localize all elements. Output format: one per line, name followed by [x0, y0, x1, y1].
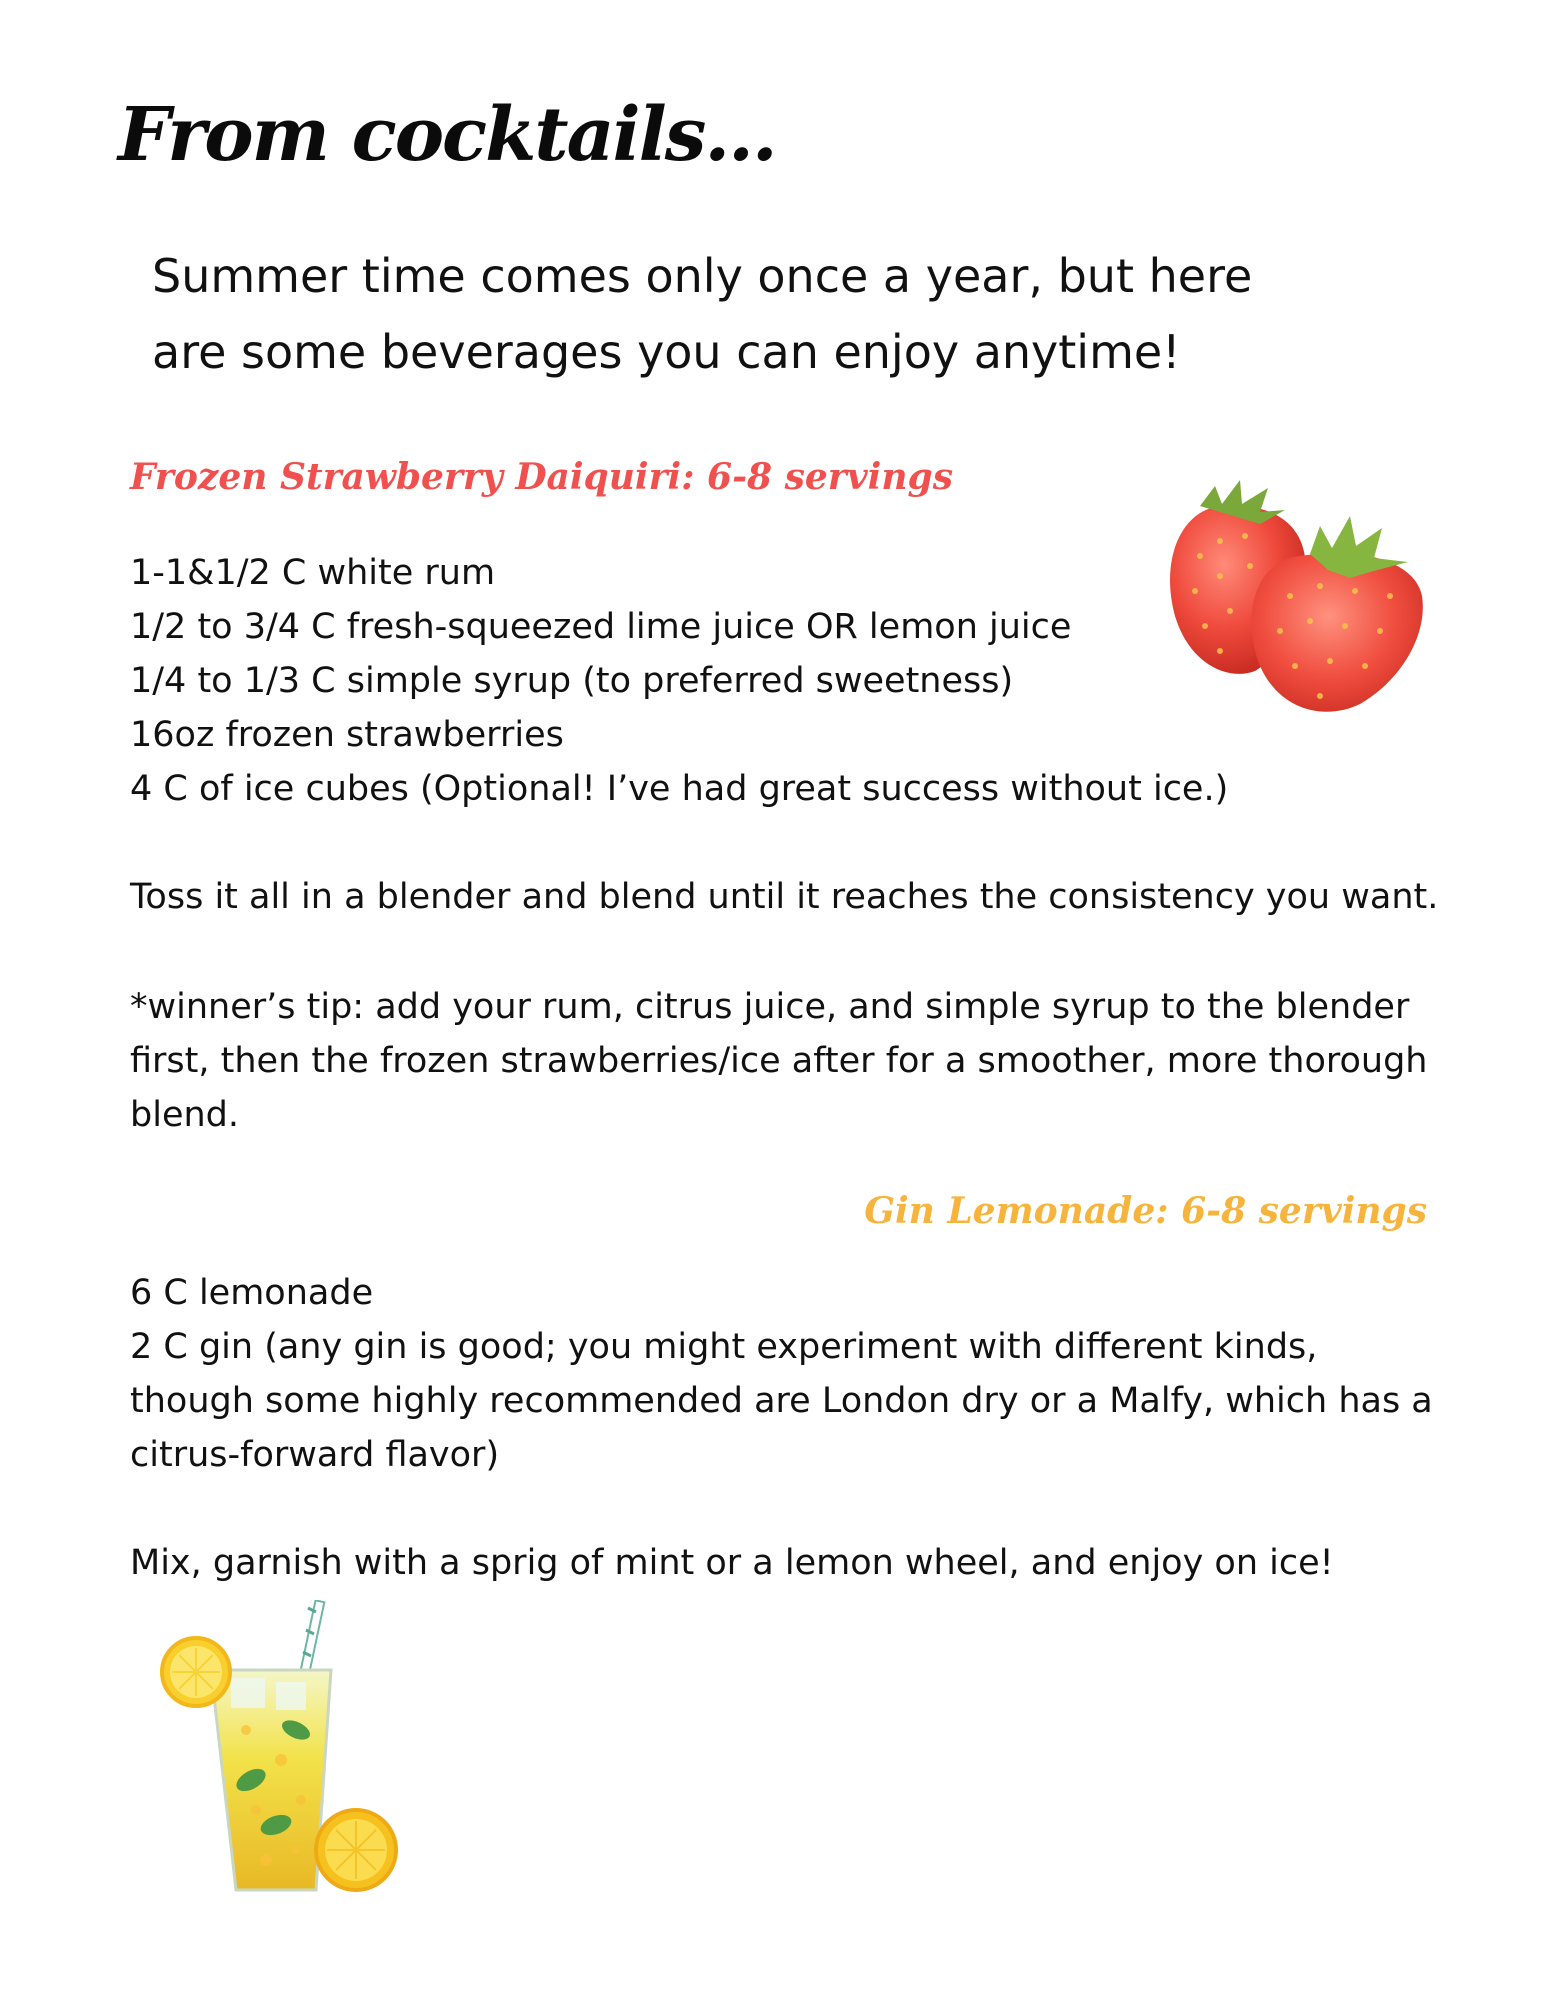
- lemonade-instructions-text: Mix, garnish with a sprig of mint or a lemon wheel, and enjoy on ice!: [130, 1543, 1334, 1583]
- list-item: 2 C gin (any gin is good; you might experiment with different kinds,: [130, 1327, 1318, 1367]
- daiquiri-instructions-text: Toss it all in a blender and blend until it reaches the consistency you want.: [130, 877, 1439, 917]
- tip-line: *winner’s tip: add your rum, citrus juice, and simple syrup to the blender: [130, 987, 1410, 1027]
- list-item: 1/2 to 3/4 C fresh-squeezed lime juice OR lemon juice: [130, 607, 1072, 647]
- lemonade-ingredients: [130, 1266, 1460, 1482]
- intro-text: [152, 238, 1352, 390]
- page-title: From cocktails...: [118, 92, 776, 178]
- daiquiri-instructions: [130, 870, 1460, 924]
- list-item: 4 C of ice cubes (Optional! I’ve had great success without ice.): [130, 769, 1229, 809]
- tip-line: blend.: [130, 1095, 239, 1135]
- list-item: though some highly recommended are London dry or a Malfy, which has a: [130, 1381, 1433, 1421]
- tip-line: first, then the frozen strawberries/ice after for a smoother, more thorough: [130, 1041, 1428, 1081]
- lemonade-instructions: [130, 1536, 1460, 1590]
- list-item: 1/4 to 1/3 C simple syrup (to preferred sweetness): [130, 661, 1014, 701]
- list-item: 1-1&1/2 C white rum: [130, 553, 496, 593]
- lemonade-title: Gin Lemonade: 6-8 servings: [864, 1190, 1427, 1232]
- daiquiri-title: Frozen Strawberry Daiquiri: 6-8 servings: [130, 456, 953, 498]
- intro-line-2: are some beverages you can enjoy anytime!: [152, 325, 1181, 379]
- list-item: citrus-forward flavor): [130, 1435, 500, 1475]
- daiquiri-ingredients: [130, 546, 1228, 816]
- intro-line-1: Summer time comes only once a year, but here: [152, 249, 1253, 303]
- list-item: 6 C lemonade: [130, 1273, 374, 1313]
- lemonade-glass-illustration: [156, 1600, 426, 1910]
- list-item: 16oz frozen strawberries: [130, 715, 564, 755]
- daiquiri-tip: [130, 980, 1460, 1142]
